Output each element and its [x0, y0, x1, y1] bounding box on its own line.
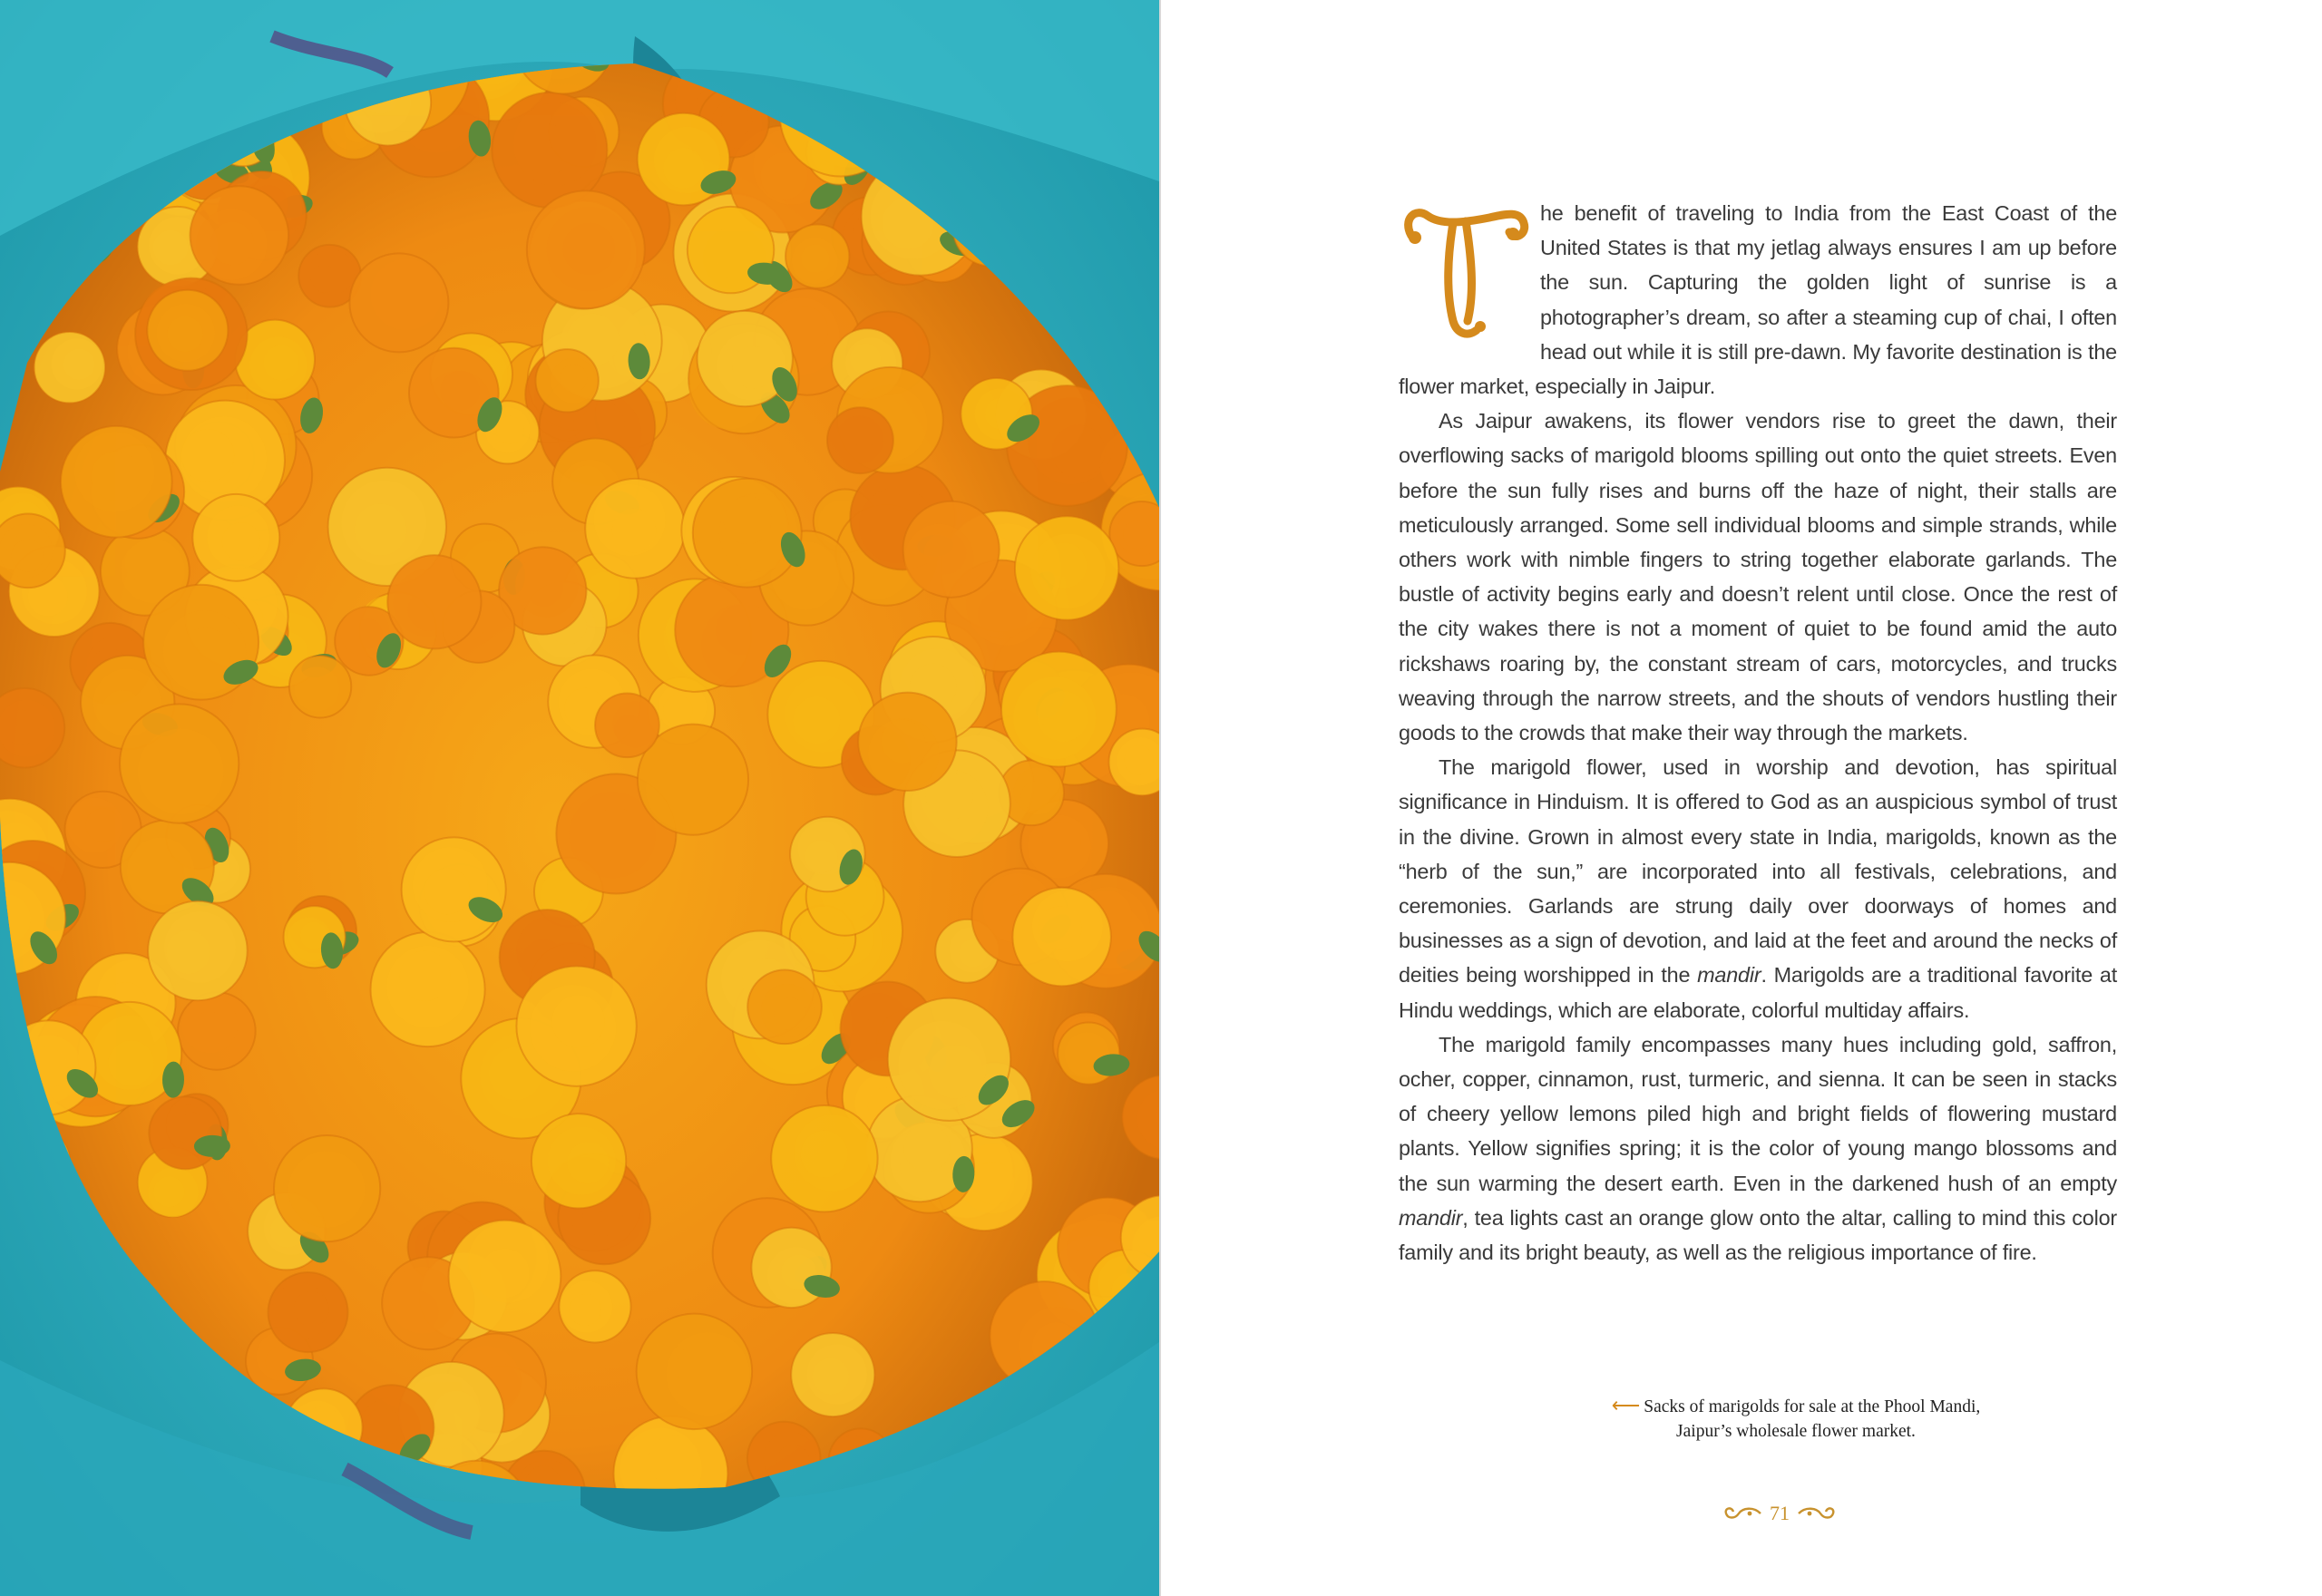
marigold-bloom	[858, 693, 956, 791]
marigold-bloom	[0, 513, 65, 588]
paragraph-2: As Jaipur awakens, its flower vendors rise to greet the dawn, their overflowing sacks of marigold blooms spilling out onto the quiet streets. Even before the sun fully rises and burns off the haze of night, their stalls are meticulously arranged. Some sell individual blooms and simple strands, while others work with nimble fingers to string together elaborate garlands. The bustle of activity begins early and doesn’t relent until close. Once the rest of the city wakes there is not a moment of quiet to be found amid the auto rickshaws roaring by, the constant stream of cars, motorcycles, and trucks weaving through the narrow streets, and the shouts of vendors hustling their goods to the crowds that make their way through the markets.	[1399, 409, 2117, 745]
marigold-bloom	[148, 901, 248, 1001]
dropcap-letter	[1399, 201, 1533, 343]
paragraph-1	[1399, 196, 2117, 404]
marigold-bloom	[595, 693, 659, 757]
marigold-bloom	[61, 426, 172, 538]
marigold-bloom	[349, 253, 448, 352]
paragraph-3-text-a: The marigold flower, used in worship and devotion, has spiritual significance in Hinduism. It is offered to God as an auspicious symbol of trust in the divine. Grown in almost every state in India, marigolds, known as the “herb of the sun,” are incorporated into all festivals, celebrations, and ceremonies. Garlands are strung daily over doorways of homes and businesses as a sign of devotion, and laid at the feet and around the necks of deities being worshipped in the	[1399, 755, 2117, 988]
paisley-ornament-icon	[1797, 1504, 1837, 1523]
marigold-bloom	[516, 967, 636, 1086]
marigold-bloom	[791, 1333, 874, 1416]
left-arrow-icon: ⟵	[1611, 1394, 1641, 1416]
marigold-bloom	[536, 349, 599, 412]
marigold-bloom	[149, 1096, 221, 1169]
marigold-bloom	[637, 1314, 752, 1429]
marigold-bloom	[147, 290, 228, 371]
marigold-bloom	[120, 704, 239, 822]
marigold-photo	[0, 0, 1159, 1596]
marigold-photo-drawing	[0, 0, 1159, 1596]
photo-caption	[1578, 1393, 2014, 1444]
paragraph-1-text: he benefit of traveling to India from the East Coast of the United States is that my jetlag always ensures I am up before the sun. Capturing the golden light of sunrise is a photographer’s dream, so after a steaming cup of chai, I often head out while it is still pre-dawn. My favorite destination is the flower market, especially in Jaipur.	[1399, 201, 2117, 399]
marigold-bloom	[387, 555, 481, 648]
marigold-bloom	[178, 992, 256, 1070]
paragraph-4	[1399, 1027, 2117, 1270]
marigold-bloom	[771, 1105, 877, 1212]
mandir-italic: mandir	[1399, 1205, 1463, 1230]
marigold-bloom	[585, 479, 685, 579]
paragraph-3	[1399, 750, 2117, 1027]
marigold-bloom	[559, 1270, 630, 1342]
marigold-bloom	[274, 1135, 380, 1241]
article-body	[1399, 196, 2117, 1270]
paragraph-3-text-b: . Marigolds are a traditional favorite at Hindu weddings, which are elaborate, colorful multiday affairs.	[1399, 963, 2117, 1022]
marigold-bloom	[527, 190, 645, 308]
marigold-bloom	[402, 837, 506, 941]
marigold-bloom	[371, 932, 485, 1046]
folio	[1698, 1500, 1861, 1527]
marigold-bloom	[532, 1114, 626, 1208]
marigold-bloom	[1001, 652, 1117, 767]
marigold-bloom	[903, 501, 1000, 598]
text-page	[1161, 0, 2322, 1596]
marigold-bloom	[827, 407, 893, 473]
marigold-bloom	[190, 186, 288, 284]
marigold-bloom	[268, 1272, 348, 1352]
marigold-bloom	[449, 1221, 561, 1333]
marigold-bloom	[34, 332, 105, 403]
marigold-bloom	[289, 656, 351, 717]
caption-line-2: Jaipur’s wholesale flower market.	[1676, 1422, 1916, 1441]
marigold-bloom	[747, 970, 822, 1045]
marigold-bloom	[693, 479, 802, 588]
paisley-ornament-icon	[1722, 1504, 1762, 1523]
paragraph-4-text-b: , tea lights cast an orange glow onto the altar, calling to mind this color family and its bright beauty, as well as the religious importance of fire.	[1399, 1205, 2117, 1265]
page-number: 71	[1770, 1502, 1790, 1524]
caption-line-1: Sacks of marigolds for sale at the Phool Mandi,	[1644, 1397, 1981, 1416]
marigold-bloom	[192, 494, 279, 581]
marigold-bloom	[1012, 888, 1110, 986]
marigold-bloom	[1015, 516, 1118, 619]
marigold-bloom	[785, 224, 849, 287]
mandir-italic: mandir	[1697, 963, 1761, 988]
paragraph-4-text-a: The marigold family encompasses many hues including gold, saffron, ocher, copper, cinnamon, rust, turmeric, and sienna. It can be seen in stacks of cheery yellow lemons piled high and bright fields of flowering mustard plants. Yellow signifies spring; it is the color of young mango blossoms and the sun warming the desert earth. Even in the darkened hush of an empty	[1399, 1032, 2117, 1195]
